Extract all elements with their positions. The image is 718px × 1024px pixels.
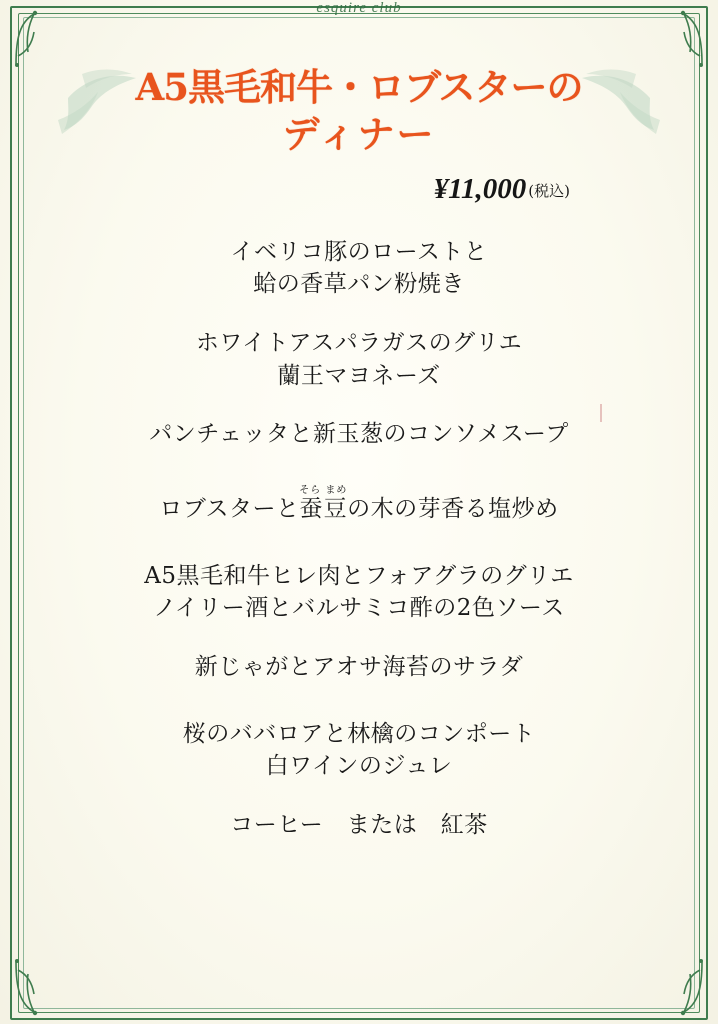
paper-speck (600, 404, 602, 422)
course-line: イベリコ豚のローストと (230, 238, 488, 265)
menu-content (30, 52, 688, 1006)
course-text-part: ロブスターと (159, 496, 300, 522)
course-item (30, 718, 688, 783)
course-line: ノイリー酒とバルサミコ酢の2色ソース (153, 595, 565, 622)
course-line: ホワイトアスパラガスのグリエ (195, 330, 523, 357)
title-line-1: A5黒毛和牛・ロブスターの (135, 65, 583, 109)
course-line: 白ワインのジュレ (265, 753, 453, 780)
price-tax-note: (税込) (528, 181, 570, 200)
course-item (30, 485, 688, 526)
price-amount: ¥11,000 (433, 172, 527, 205)
ruby-annotation (299, 485, 348, 522)
ruby-base: 蚕豆 (299, 496, 348, 522)
ruby-reading: そら まめ (299, 485, 348, 496)
price-row (30, 173, 688, 206)
page-title (30, 64, 688, 159)
course-list (30, 236, 688, 842)
course-item (30, 327, 688, 392)
course-line: 桜のババロアと林檎のコンポート (182, 720, 536, 747)
course-line: A5黒毛和牛ヒレ肉とフォアグラのグリエ (144, 562, 574, 589)
course-item (30, 418, 688, 451)
course-line: 蘭王マヨネーズ (277, 362, 441, 389)
course-item (30, 236, 688, 301)
brand-logo: esquire club (316, 0, 402, 16)
menu-title-block (30, 64, 688, 159)
course-line: 新じゃがとアオサ海苔のサラダ (194, 653, 524, 680)
course-item (30, 651, 688, 684)
course-line: パンチェッタと新玉葱のコンソメスープ (149, 421, 569, 448)
course-line: コーヒー または 紅茶 (230, 811, 488, 838)
course-item (30, 560, 688, 625)
course-text-part: の木の芽香る塩炒め (347, 496, 559, 522)
course-item (30, 809, 688, 842)
course-line: 蛤の香草パン粉焼き (253, 271, 465, 298)
course-line-with-ruby (30, 485, 688, 526)
title-line-2: ディナー (282, 112, 436, 157)
